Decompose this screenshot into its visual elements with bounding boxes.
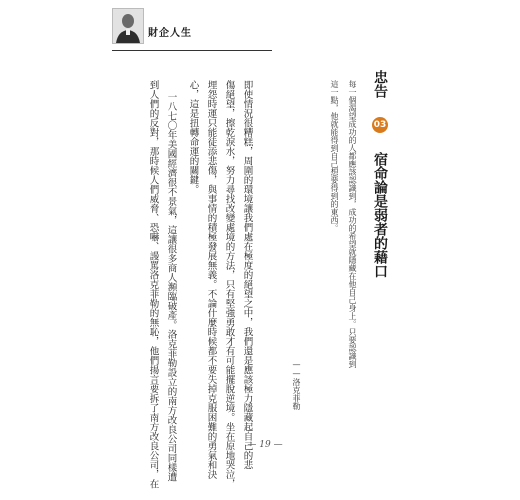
body-column: 傷絕望，擦乾淚水，努力尋找改變處境的方法，只有堅強勇敢才有可能擺脫逆境。坐在原地哭泣，	[223, 80, 235, 489]
page-number: — 19 —	[247, 440, 283, 450]
chapter-prefix: 忠告	[372, 70, 388, 98]
chapter-title	[372, 70, 388, 278]
running-header	[112, 8, 272, 60]
quote-line: 這一點，他就能得到自己想要得到的東西。	[330, 80, 339, 232]
quote-attribution: ——洛克菲勒	[292, 360, 301, 410]
body-column: 到人們的反對，那時候人們威脅、恐嚇、謾罵洛克菲勒的無恥，他們揚言要拆了南方改良公司，在	[147, 80, 159, 489]
body-column: 一八七〇年美國經濟很不景氣，這讓很多商人瀕臨破產。洛克菲勒設立的南方改良公司同樣遭	[165, 92, 177, 482]
chapter-suffix: 宿命論是弱者的藉口	[372, 152, 388, 278]
body-column: 即使情況很糟糕，周圍的環境讓我們處在極度的絕望之中，我們還是應該極力隱藏起自己的悲	[241, 80, 253, 470]
chapter-number-badge: 03	[372, 117, 388, 133]
body-column: 埋怨時運只能徒添悲傷，與事情的積極發展無義。不論什麼時候都不要失掉克服困難的勇氣和決	[205, 80, 217, 479]
header-title: 財企人生	[148, 28, 192, 39]
quote-line: 每一個渴望成功的人都應該認識到，成功的希望就隱藏在他自己身上。只要認識到	[348, 80, 357, 368]
body-column: 心，這是扭轉命運的關鍵。	[187, 80, 199, 194]
header-divider	[112, 50, 272, 51]
portrait-image	[112, 8, 144, 44]
